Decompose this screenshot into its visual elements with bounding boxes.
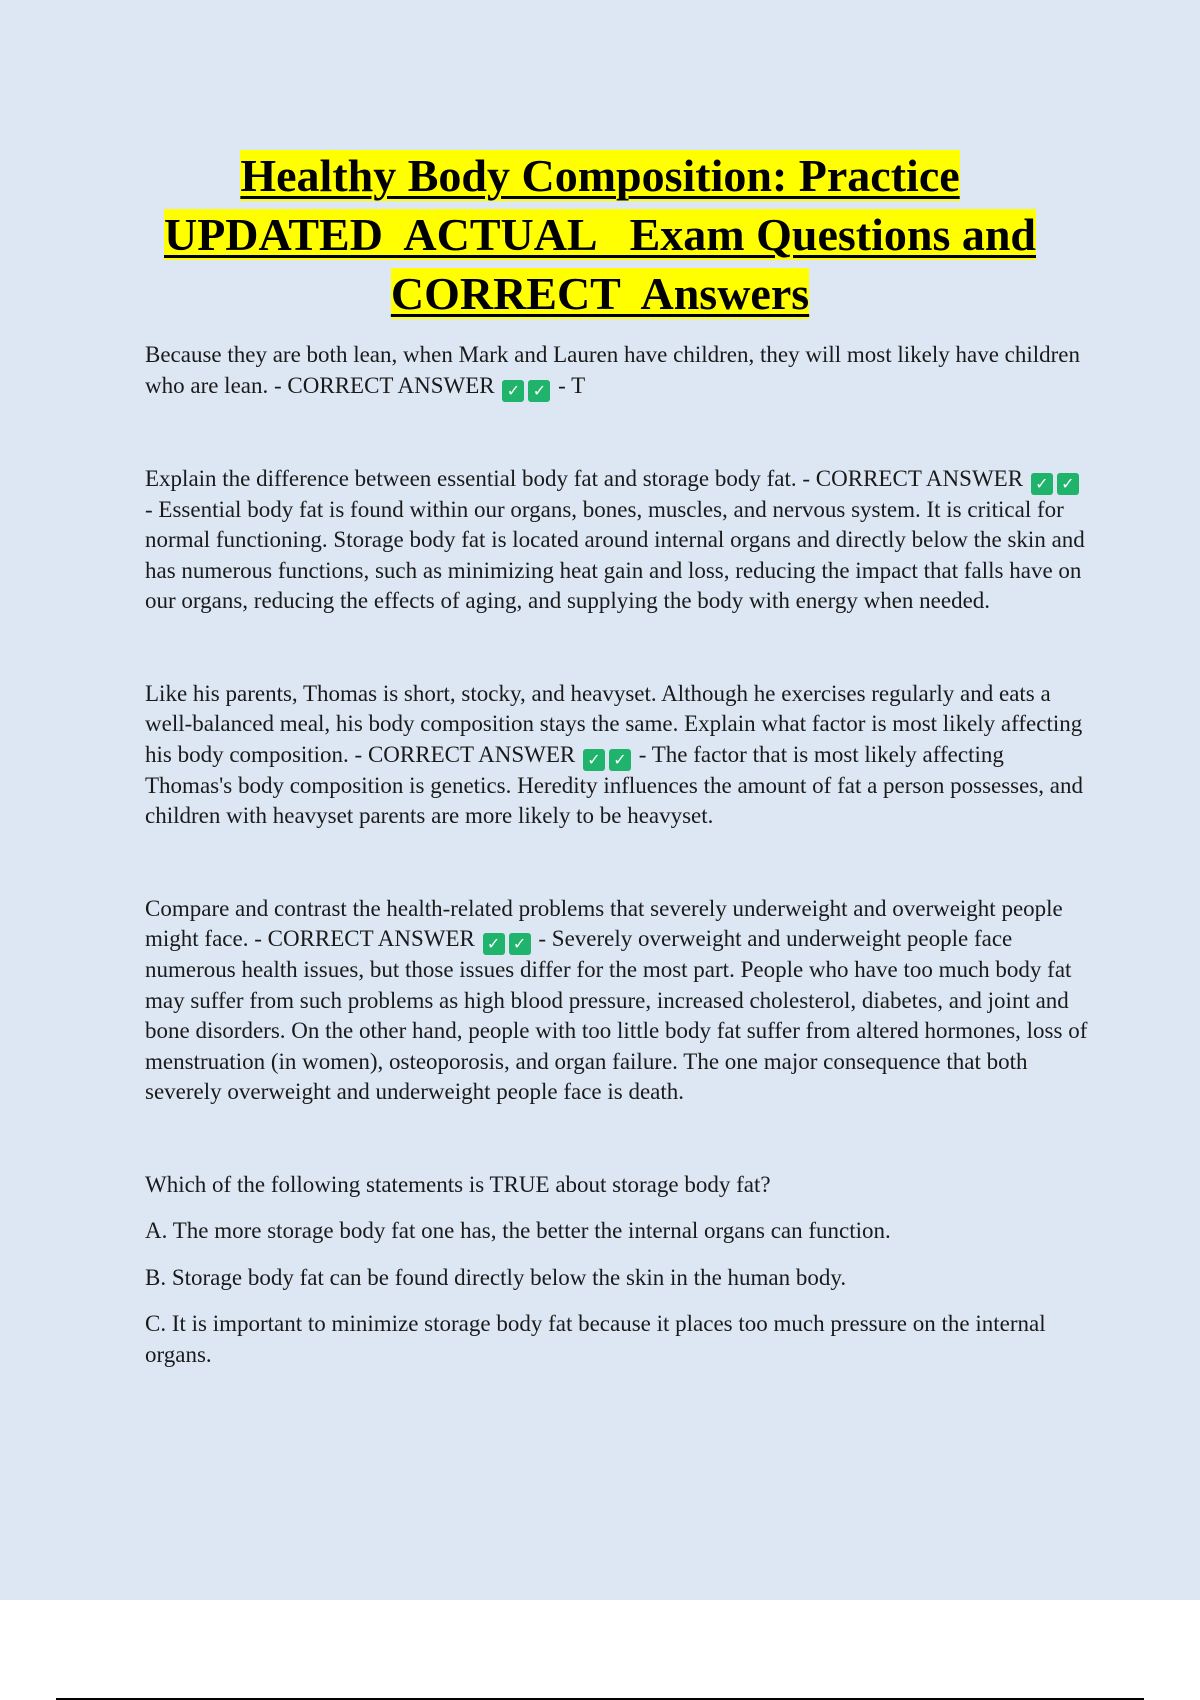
qa-answer: - Severely overweight and underweight people face numerous health issues, but those issues differ for the most part. People who have too much body fat may suffer from such problems as high blood pressure, increased cholesterol, diabetes, and joint and bone disorders. On the other hand, people with too little body fat suffer from altered hormones, loss of menstruation (in women), osteoporosis, and organ failure. The one major consequence that both severely overweight and underweight people face is death. bbox=[145, 926, 1088, 1104]
qa-answer: - T bbox=[558, 372, 586, 398]
qa-question: Explain the difference between essential body fat and storage body fat. - CORRECT ANSWER bbox=[145, 465, 1024, 491]
qa-question: Compare and contrast the health-related problems that severely underweight and overweight people might face. - CORRECT ANSWER bbox=[145, 895, 1063, 951]
qa-item-1 bbox=[145, 340, 1090, 402]
mcq-option-b: B. Storage body fat can be found directly below the skin in the human body. bbox=[145, 1264, 847, 1290]
qa-question: Because they are both lean, when Mark and Lauren have children, they will most likely have children who are lean. - CORRECT ANSWER bbox=[145, 342, 1081, 398]
check-mark-icon: ✓ bbox=[509, 933, 531, 955]
qa-answer: - Essential body fat is found within our organs, bones, muscles, and nervous system. It is critical for normal functioning. Storage body fat is located around internal organs and directly below the skin and has numerous functions, such as minimizing heat gain and loss, reducing the impact that falls have on our organs, reducing the effects of aging, and supplying the body with energy when needed. bbox=[145, 496, 1085, 613]
check-mark-icon: ✓ bbox=[1031, 473, 1053, 495]
mcq-option-c: C. It is important to minimize storage body fat because it places too much pressure on the internal organs. bbox=[145, 1311, 1046, 1367]
title-line-2: UPDATED ACTUAL Exam Questions and bbox=[163, 209, 1037, 260]
mcq-option-a: A. The more storage body fat one has, the better the internal organs can function. bbox=[145, 1218, 891, 1243]
qa-item-4 bbox=[145, 894, 1090, 1108]
qa-answer: - The factor that is most likely affecting Thomas's body composition is genetics. Heredity influences the amount of fat a person possesses, and children with heavyset parents are more likely to be heavyset. bbox=[145, 741, 1084, 828]
check-mark-icon: ✓ bbox=[1057, 473, 1079, 495]
check-mark-icon: ✓ bbox=[483, 933, 505, 955]
document-title bbox=[100, 146, 1100, 323]
check-mark-icon: ✓ bbox=[502, 380, 524, 402]
check-mark-icon: ✓ bbox=[609, 749, 631, 771]
check-mark-icon: ✓ bbox=[583, 749, 605, 771]
mcq-block bbox=[145, 1170, 1090, 1371]
check-mark-icon: ✓ bbox=[528, 380, 550, 402]
mcq-question: Which of the following statements is TRUE about storage body fat? bbox=[145, 1171, 771, 1197]
qa-item-2 bbox=[145, 464, 1090, 617]
qa-question: Like his parents, Thomas is short, stocky, and heavyset. Although he exercises regularly and eats a well-balanced meal, his body composition stays the same. Explain what factor is most likely affecting his body composition. - CORRECT ANSWER bbox=[145, 680, 1083, 767]
document-body bbox=[145, 340, 1090, 1386]
title-line-1: Healthy Body Composition: Practice bbox=[240, 150, 960, 201]
title-line-3: CORRECT Answers bbox=[390, 268, 810, 319]
qa-item-3 bbox=[145, 679, 1090, 832]
